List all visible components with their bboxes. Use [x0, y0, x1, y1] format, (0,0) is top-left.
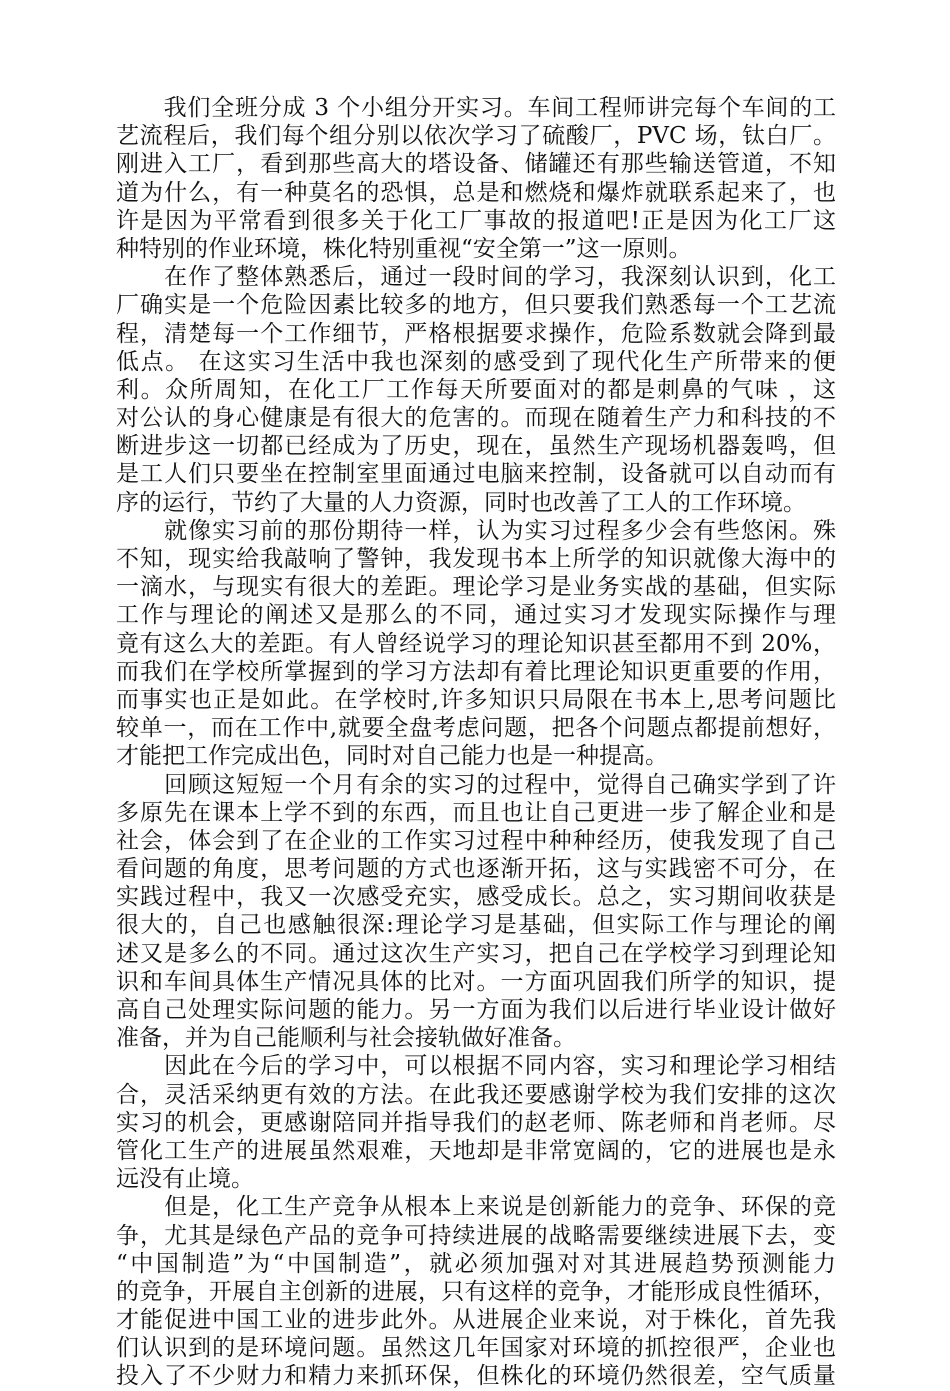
text-line: 才能促进中国工业的进步此外。从进展企业来说，对于株化，首先我 — [116, 1307, 836, 1334]
text-line: 但是，化工生产竞争从根本上来说是创新能力的竞争、环保的竞 — [116, 1194, 836, 1221]
text-line: 程，清楚每一个工作细节，严格根据要求操作，危险系数就会降到最 — [116, 320, 836, 347]
text-line: 述又是多么的不同。通过这次生产实习，把自己在学校学习到理论知 — [116, 940, 836, 967]
text-line: 序的运行，节约了大量的人力资源，同时也改善了工人的工作环境。 — [116, 489, 806, 516]
text-line: 合，灵活采纳更有效的方法。在此我还要感谢学校为我们安排的这次 — [116, 1081, 836, 1108]
text-line: 是工人们只要坐在控制室里面通过电脑来控制，设备就可以自动而有 — [116, 461, 836, 488]
text-line: 很大的，自己也感触很深:理论学习是基础，但实际工作与理论的阐 — [116, 912, 836, 939]
text-line: 远没有止境。 — [116, 1166, 254, 1193]
text-line: 就像实习前的那份期待一样，认为实习过程多少会有些悠闲。殊 — [116, 517, 836, 544]
text-line: 不知，现实给我敲响了警钟，我发现书本上所学的知识就像大海中的 — [116, 546, 836, 572]
text-line: 利。众所周知，在化工厂工作每天所要面对的都是刺鼻的气味 ，这 — [116, 376, 836, 403]
text-line: 才能把工作完成出色，同时对自己能力也是一种提高。 — [116, 743, 668, 770]
text-line: 种特别的作业环境，株化特别重视“安全第一”这一原则。 — [116, 235, 692, 262]
text-line: “中国制造”为“中国制造”，就必须加强对对其进展趋势预测能力 — [116, 1250, 836, 1277]
text-line: 对公认的身心健康是有很大的危害的。而现在随着生产力和科技的不 — [116, 405, 836, 432]
text-line: 管化工生产的进展虽然艰难，天地却是非常宽阔的，它的进展也是永 — [116, 1137, 836, 1164]
text-line: 多原先在课本上学不到的东西，而且也让自己更进一步了解企业和是 — [116, 799, 836, 826]
text-line: 在作了整体熟悉后，通过一段时间的学习，我深刻认识到，化工 — [116, 264, 836, 291]
text-line: 艺流程后，我们每个组分别以依次学习了硫酸厂，PVC 场，钛白厂。 — [116, 123, 836, 150]
text-line: 厂确实是一个危险因素比较多的地方，但只要我们熟悉每一个工艺流 — [116, 292, 836, 319]
text-line: 高自己处理实际问题的能力。另一方面为我们以后进行毕业设计做好 — [116, 997, 836, 1023]
text-line: 投入了不少财力和精力来抓环保，但株化的环境仍然很差，空气质量 — [116, 1363, 836, 1390]
text-line: 许是因为平常看到很多关于化工厂事故的报道吧!正是因为化工厂这 — [116, 207, 836, 234]
text-line: 回顾这短短一个月有余的实习的过程中，觉得自己确实学到了许 — [116, 771, 836, 798]
text-line: 社会，体会到了在企业的工作实习过程中种种经历，使我发现了自己 — [116, 827, 836, 854]
text-line: 我们全班分成 3 个小组分开实习。车间工程师讲完每个车间的工 — [116, 95, 836, 121]
text-line: 道为什么，有一种莫名的恐惧，总是和燃烧和爆炸就联系起来了，也 — [116, 179, 836, 206]
text-line: 的竞争，开展自主创新的进展，只有这样的竞争，才能形成良性循环， — [116, 1278, 836, 1305]
text-line: 低点。 在这实习生活中我也深刻的感受到了现代化生产所带来的便 — [116, 348, 836, 375]
text-line: 而我们在学校所掌握到的学习方法却有着比理论知识更重要的作用， — [116, 658, 836, 685]
text-line: 竟有这么大的差距。有人曾经说学习的理论知识甚至都用不到 20%， — [116, 630, 836, 657]
text-line: 而事实也正是如此。在学校时,许多知识只局限在书本上,思考问题比 — [116, 686, 836, 713]
text-line: 实践过程中，我又一次感受充实，感受成长。总之，实习期间收获是 — [116, 884, 836, 911]
document-body-text — [116, 94, 836, 1391]
text-line: 因此在今后的学习中，可以根据不同内容，实习和理论学习相结 — [116, 1053, 836, 1080]
text-line: 一滴水，与现实有很大的差距。理论学习是业务实战的基础，但实际 — [116, 574, 836, 601]
text-line: 较单一，而在工作中,就要全盘考虑问题，把各个问题点都提前想好， — [116, 715, 836, 742]
text-line: 刚进入工厂，看到那些高大的塔设备、储罐还有那些输送管道，不知 — [116, 151, 836, 178]
text-line: 看问题的角度，思考问题的方式也逐渐开拓，这与实践密不可分，在 — [116, 856, 836, 883]
text-line: 实习的机会，更感谢陪同并指导我们的赵老师、陈老师和肖老师。尽 — [116, 1109, 836, 1136]
text-line: 识和车间具体生产情况具体的比对。一方面巩固我们所学的知识，提 — [116, 968, 836, 995]
text-line: 们认识到的是环境问题。虽然这几年国家对环境的抓控很严，企业也 — [116, 1335, 836, 1362]
text-line: 工作与理论的阐述又是那么的不同，通过实习才发现实际操作与理 — [116, 602, 836, 629]
text-line: 争，尤其是绿色产品的竞争可持续进展的战略需要继续进展下去，变 — [116, 1222, 836, 1249]
text-line: 准备，并为自己能顺利与社会接轨做好准备。 — [116, 1025, 576, 1052]
text-line: 断进步这一切都已经成为了历史，现在，虽然生产现场机器轰鸣，但 — [116, 433, 836, 460]
